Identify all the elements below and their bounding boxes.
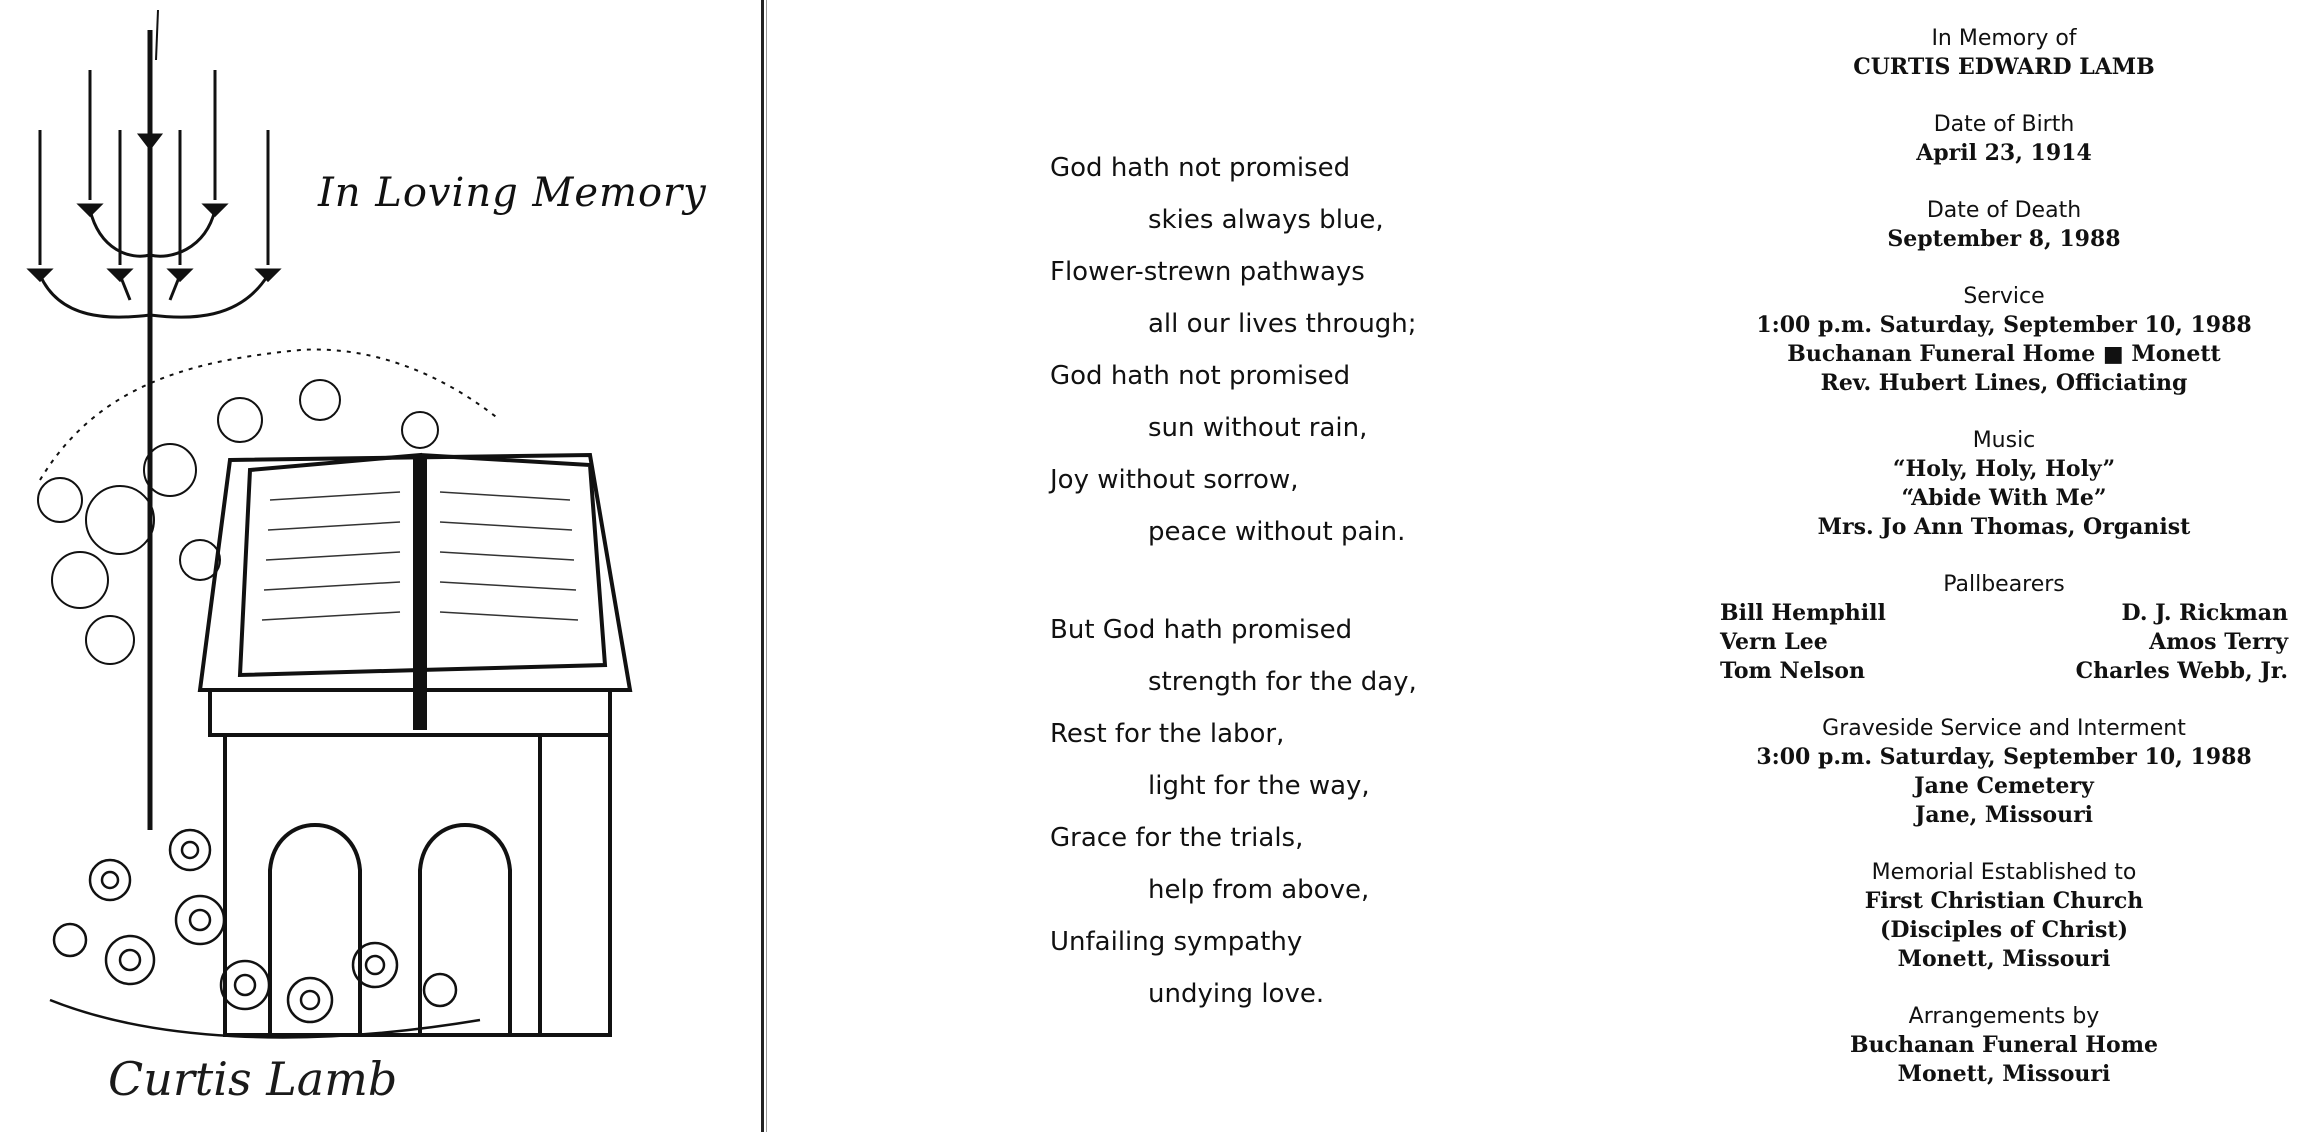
organist: Mrs. Jo Ann Thomas, Organist — [1817, 514, 2191, 540]
music-label: Music — [1972, 428, 2036, 453]
pallbearers-section — [1720, 570, 2288, 686]
pallbearers-label: Pallbearers — [1943, 572, 2065, 597]
birth-date: April 23, 1914 — [1916, 140, 2092, 166]
service-details — [1720, 24, 2288, 1117]
graveside-label: Graveside Service and Interment — [1822, 716, 2186, 741]
song-title: “Abide With Me” — [1901, 485, 2107, 511]
poem-line: undying love. — [1148, 979, 1325, 1009]
arrangements-label: Arrangements by — [1908, 1004, 2100, 1029]
poem-line: sun without rain, — [1148, 413, 1368, 443]
service-place: Buchanan Funeral Home ■ Monett — [1787, 341, 2221, 367]
poem-line: peace without pain. — [1148, 517, 1406, 547]
funeral-home-place: Monett, Missouri — [1897, 1061, 2111, 1087]
cemetery-place: Jane, Missouri — [1914, 802, 2094, 828]
poem-line: help from above, — [1148, 875, 1370, 905]
poem-line: strength for the day, — [1148, 667, 1417, 697]
fold-line-shadow — [766, 0, 767, 1132]
poem-line: God hath not promised — [1050, 153, 1351, 183]
deceased-name: CURTIS EDWARD LAMB — [1853, 54, 2155, 80]
service-time: 1:00 p.m. Saturday, September 10, 1988 — [1756, 312, 2252, 338]
memory-label: In Memory of — [1931, 26, 2077, 51]
pallbearer-row — [1720, 657, 2288, 686]
candelabra — [30, 10, 278, 830]
memorial-label: Memorial Established to — [1871, 860, 2137, 885]
cover-title: In Loving Memory — [318, 170, 707, 216]
pallbearer-name: Vern Lee — [1720, 629, 1828, 655]
pallbearer-row — [1720, 599, 2288, 628]
poem-line: light for the way, — [1148, 771, 1370, 801]
poem-line: But God hath promised — [1050, 615, 1353, 645]
pallbearer-name: Amos Terry — [2149, 629, 2288, 655]
cemetery-name: Jane Cemetery — [1914, 773, 2094, 799]
poem — [1050, 142, 1610, 1020]
poem-line: Flower-strewn pathways — [1050, 257, 1365, 287]
pallbearer-name: Bill Hemphill — [1720, 600, 1886, 626]
graveside-section — [1720, 714, 2288, 830]
birth-label: Date of Birth — [1933, 112, 2075, 137]
handwritten-signature: Curtis Lamb — [108, 1052, 398, 1106]
poem-line: God hath not promised — [1050, 361, 1351, 391]
song-title: “Holy, Holy, Holy” — [1892, 456, 2116, 482]
roses — [50, 830, 480, 1037]
stanza-gap — [1050, 558, 1610, 604]
death-label: Date of Death — [1926, 198, 2082, 223]
pallbearer-name: Charles Webb, Jr. — [2075, 658, 2288, 684]
death-section — [1720, 196, 2288, 254]
music-section — [1720, 426, 2288, 542]
poem-line: skies always blue, — [1148, 205, 1384, 235]
arrangements-section — [1720, 1002, 2288, 1089]
poem-line: all our lives through; — [1148, 309, 1417, 339]
service-section — [1720, 282, 2288, 398]
flower-cluster — [38, 350, 500, 664]
pallbearer-name: Tom Nelson — [1720, 658, 1865, 684]
funeral-home: Buchanan Funeral Home — [1850, 1032, 2158, 1058]
officiant: Rev. Hubert Lines, Officiating — [1820, 370, 2188, 396]
fold-line — [761, 0, 764, 1132]
poem-line: Grace for the trials, — [1050, 823, 1304, 853]
poem-line: Unfailing sympathy — [1050, 927, 1303, 957]
pallbearer-row — [1720, 628, 2288, 657]
memorial-section — [1720, 858, 2288, 974]
memory-section — [1720, 24, 2288, 82]
death-date: September 8, 1988 — [1887, 226, 2121, 252]
birth-section — [1720, 110, 2288, 168]
cover-panel — [0, 0, 760, 1132]
poem-line: Joy without sorrow, — [1050, 465, 1299, 495]
poem-line: Rest for the labor, — [1050, 719, 1285, 749]
pallbearer-name: D. J. Rickman — [2121, 600, 2288, 626]
church-name: First Christian Church — [1864, 888, 2144, 914]
service-label: Service — [1963, 284, 2045, 309]
graveside-time: 3:00 p.m. Saturday, September 10, 1988 — [1756, 744, 2252, 770]
church-denomination: (Disciples of Christ) — [1880, 917, 2128, 943]
church-place: Monett, Missouri — [1897, 946, 2111, 972]
